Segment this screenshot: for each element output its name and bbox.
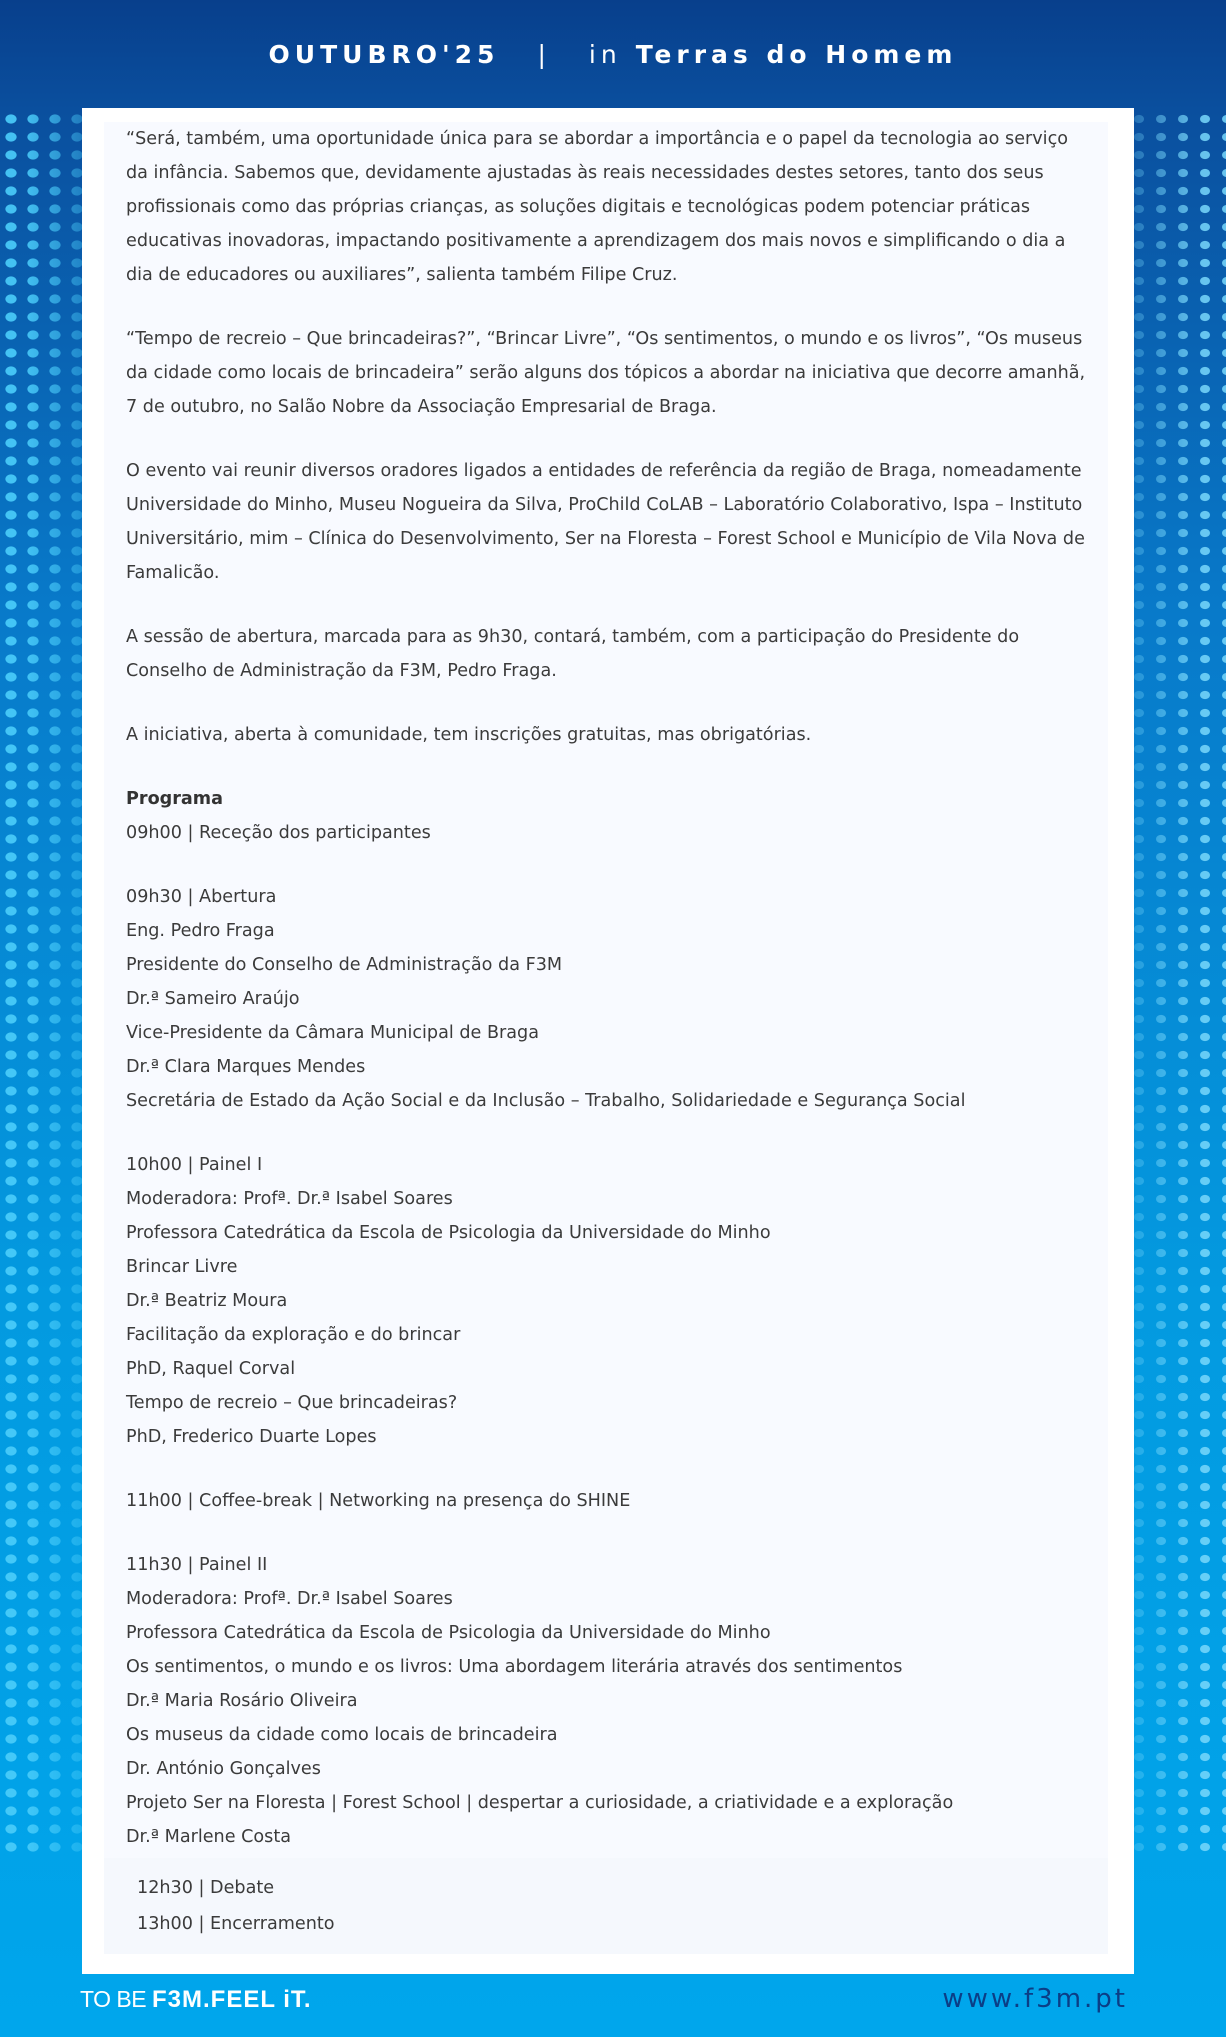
paragraph: O evento vai reunir diversos oradores ligados a entidades de referência da região de Braga, nomeadamente Universidade do Minho, Museu Nogueira da Silva, ProChild CoLAB – Laboratório Colaborativo, Ispa – Instituto Universitário, mim – Clínica do Desenvolvimento, Ser na Floresta – Forest School e Município de Vila Nova de Famalicão. [126, 461, 1085, 583]
programa-line: Moderadora: Profª. Dr.ª Isabel Soares [126, 1589, 453, 1609]
footer-slogan [80, 1986, 312, 2014]
programa-line: Brincar Livre [126, 1257, 238, 1277]
programa-line: Dr.ª Sameiro Araújo [126, 989, 300, 1009]
slogan-prefix: TO BE [80, 1986, 147, 2012]
programa-line: Facilitação da exploração e do brincar [126, 1325, 461, 1345]
programa-block-coffee-break [126, 1484, 1086, 1518]
slogan-brand: F3M.FEEL iT. [152, 1986, 312, 2013]
programa-line: 09h00 | Receção dos participantes [126, 823, 431, 843]
programa-block-opening [126, 880, 1086, 1118]
programa-line: Dr.ª Marlene Costa [126, 1827, 292, 1847]
programa-line: Dr.ª Clara Marques Mendes [126, 1057, 366, 1077]
programa-line: Os museus da cidade como locais de brincadeira [126, 1725, 558, 1745]
programa-line: 10h00 | Painel I [126, 1155, 263, 1175]
article-card [82, 108, 1134, 1974]
programa-line: 11h30 | Painel II [126, 1555, 268, 1575]
programa-block-closing [104, 1858, 1108, 1954]
programa-line: Secretária de Estado da Ação Social e da Inclusão – Trabalho, Solidariedade e Segurança Social [126, 1091, 966, 1111]
paragraph: “Será, também, uma oportunidade única para se abordar a importância e o papel da tecnologia ao serviço da infância. Sabemos que, devidamente ajustadas às reais necessidades destes setores, tanto dos seus profissionais como das próprias crianças, as soluções digitais e tecnológicas podem potenciar práticas educativas inovadoras, impactando positivamente a aprendizagem dos mais novos e simplificando o dia a dia de educadores ou auxiliares”, salienta também Filipe Cruz. [126, 129, 1069, 285]
programa-line: Os sentimentos, o mundo e os livros: Uma abordagem literária através dos sentimentos [126, 1657, 903, 1677]
programa-line: Moderadora: Profª. Dr.ª Isabel Soares [126, 1189, 453, 1209]
header-place: Terras do Homem [635, 39, 958, 69]
programa-line: Professora Catedrática da Escola de Psicologia da Universidade do Minho [126, 1223, 771, 1243]
programa-line: PhD, Frederico Duarte Lopes [126, 1427, 377, 1447]
programa-line: 12h30 | Debate [137, 1878, 275, 1898]
paragraph: A iniciativa, aberta à comunidade, tem inscrições gratuitas, mas obrigatórias. [126, 725, 812, 745]
programa-line: Vice-Presidente da Câmara Municipal de Braga [126, 1023, 539, 1043]
footer-url[interactable]: www.f3m.pt [942, 1984, 1128, 2014]
page-header [0, 0, 1226, 108]
programa-title: Programa [126, 789, 224, 809]
programa-line: Dr. António Gonçalves [126, 1759, 321, 1779]
programa-line: Projeto Ser na Floresta | Forest School | despertar a curiosidade, a criatividade e a exploração [126, 1793, 954, 1813]
programa-line: Professora Catedrática da Escola de Psicologia da Universidade do Minho [126, 1623, 771, 1643]
paragraph: “Tempo de recreio – Que brincadeiras?”, “Brincar Livre”, “Os sentimentos, o mundo e os livros”, “Os museus da cidade como locais de brincadeira” serão alguns dos tópicos a abordar na iniciativa que decorre amanhã, 7 de outubro, no Salão Nobre da Associação Empresarial de Braga. [126, 329, 1086, 417]
programa-line: 11h00 | Coffee-break | Networking na presença do SHINE [126, 1491, 631, 1511]
programa-block-panel-1 [126, 1148, 1086, 1454]
programa-block-panel-2 [126, 1548, 1086, 1854]
programa-line: PhD, Raquel Corval [126, 1359, 296, 1379]
article-text [126, 122, 1086, 1884]
programa-block-reception [126, 782, 1086, 850]
programa-line: Eng. Pedro Fraga [126, 921, 275, 941]
programa-line: Tempo de recreio – Que brincadeiras? [126, 1393, 458, 1413]
programa-line: 09h30 | Abertura [126, 887, 277, 907]
paragraph: A sessão de abertura, marcada para as 9h30, contará, também, com a participação do Presidente do Conselho de Administração da F3M, Pedro Fraga. [126, 627, 1020, 681]
programa-line: Dr.ª Beatriz Moura [126, 1291, 288, 1311]
programa-line: Presidente do Conselho de Administração da F3M [126, 955, 563, 975]
header-in: in [588, 39, 622, 69]
programa-line: Dr.ª Maria Rosário Oliveira [126, 1691, 358, 1711]
programa-line: 13h00 | Encerramento [137, 1914, 335, 1934]
header-month: OUTUBRO'25 [268, 39, 500, 69]
header-separator: | [537, 39, 551, 69]
